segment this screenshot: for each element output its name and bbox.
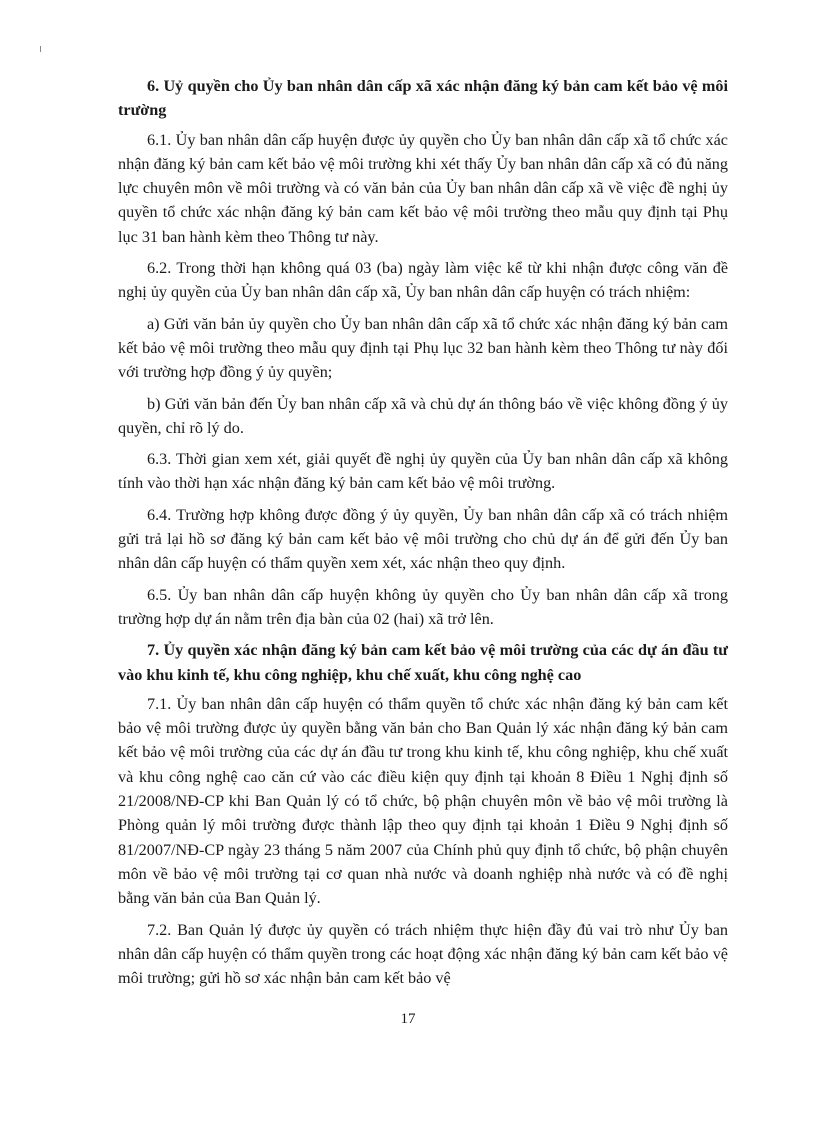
paragraph-7-1: 7.1. Ủy ban nhân dân cấp huyện có thẩm quyền tổ chức xác nhận đăng ký bản cam kết bảo vệ môi trường được ủy quyền bằng văn bản cho Ban Quản lý xác nhận đăng ký bản cam kết bảo vệ môi trường của các dự án đầu tư trong khu kinh tế, khu công nghiệp, khu chế xuất và khu công nghệ cao căn cứ vào các điều kiện quy định tại khoản 8 Điều 1 Nghị định số 21/2008/NĐ-CP khi Ban Quản lý có tổ chức, bộ phận chuyên môn về bảo vệ môi trường là Phòng quản lý môi trường được thành lập theo quy định tại khoản 1 Điều 9 Nghị định số 81/2007/NĐ-CP ngày 23 tháng 5 năm 2007 của Chính phủ quy định tổ chức, bộ phận chuyên môn về bảo vệ môi trường tại cơ quan nhà nước và doanh nghiệp nhà nước và có đề nghị bằng văn bản của Ban Quản lý.: [118, 694, 728, 908]
paragraph-6-1: 6.1. Ủy ban nhân dân cấp huyện được ủy quyền cho Ủy ban nhân dân cấp xã tổ chức xác nhận đăng ký bản cam kết bảo vệ môi trường khi xét thấy Ủy ban nhân dân cấp xã có đủ năng lực chuyên môn về môi trường và có văn bản của Ủy ban nhân dân cấp xã về việc đề nghị ủy quyền tổ chức xác nhận đăng ký bản cam kết bảo vệ môi trường theo mẫu quy định tại Phụ lục 31 ban hành kèm theo Thông tư này.: [118, 130, 728, 246]
paragraph-6-4: 6.4. Trường hợp không được đồng ý ủy quyền, Ủy ban nhân dân cấp xã có trách nhiệm gửi trả lại hồ sơ đăng ký bản cam kết bảo vệ môi trường cho chủ dự án để gửi đến Ủy ban nhân dân cấp huyện có thẩm quyền xem xét, xác nhận theo quy định.: [118, 505, 728, 573]
paragraph-7-2: 7.2. Ban Quản lý được ủy quyền có trách nhiệm thực hiện đầy đủ vai trò như Ủy ban nhân dân cấp huyện có thẩm quyền trong các hoạt động xác nhận đăng ký bản cam kết bảo vệ môi trường; gửi hồ sơ xác nhận bản cam kết bảo vệ: [118, 920, 728, 988]
paragraph-6-3: 6.3. Thời gian xem xét, giải quyết đề nghị ủy quyền của Ủy ban nhân dân cấp xã không tính vào thời hạn xác nhận đăng ký bản cam kết bảo vệ môi trường.: [118, 450, 728, 493]
paragraph-6-2-b: b) Gửi văn bản đến Ủy ban nhân cấp xã và chủ dự án thông báo về việc không đồng ý ủy quyền, chỉ rõ lý do.: [118, 394, 728, 437]
page-number: 17: [400, 1011, 416, 1027]
paragraph-6-5: 6.5. Ủy ban nhân dân cấp huyện không ủy quyền cho Ủy ban nhân dân cấp xã trong trường hợp dự án nằm trên địa bàn của 02 (hai) xã trở lên.: [118, 585, 728, 628]
scan-mark: [40, 46, 41, 52]
document-body: [118, 74, 728, 997]
section-6-heading: 6. Uỷ quyền cho Ủy ban nhân dân cấp xã xác nhận đăng ký bản cam kết bảo vệ môi trường: [118, 77, 728, 120]
section-7-heading: 7. Ủy quyền xác nhận đăng ký bản cam kết bảo vệ môi trường của các dự án đầu tư vào khu kinh tế, khu công nghiệp, khu chế xuất, khu công nghệ cao: [118, 641, 728, 684]
paragraph-6-2-a: a) Gửi văn bản ủy quyền cho Ủy ban nhân dân cấp xã tổ chức xác nhận đăng ký bản cam kết bảo vệ môi trường theo mẫu quy định tại Phụ lục 32 ban hành kèm theo Thông tư này đối với trường hợp đồng ý ủy quyền;: [118, 314, 728, 382]
paragraph-6-2: 6.2. Trong thời hạn không quá 03 (ba) ngày làm việc kể từ khi nhận được công văn đề nghị ủy quyền của Ủy ban nhân dân cấp xã, Ủy ban nhân dân cấp huyện có trách nhiệm:: [118, 259, 728, 302]
